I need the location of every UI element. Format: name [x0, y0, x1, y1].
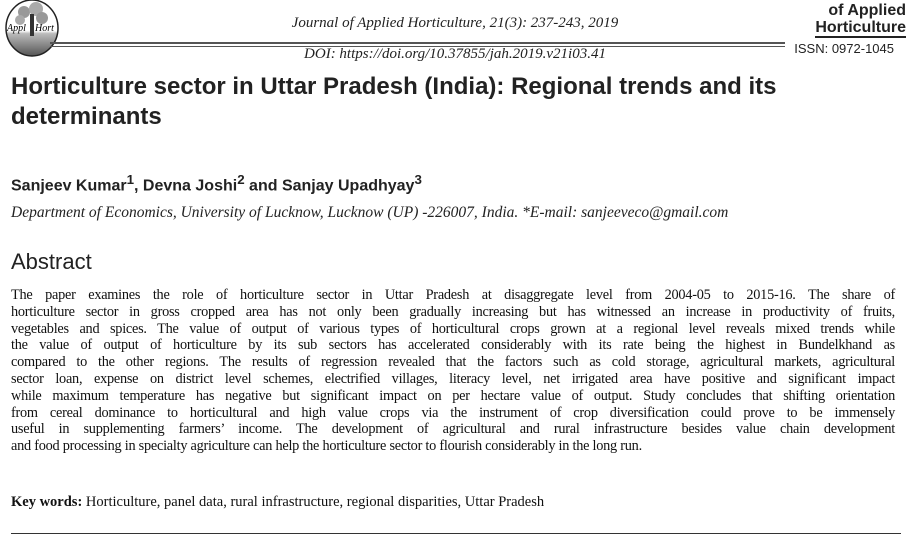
abstract-line: while maximum temperature has negative but significant impact on per hectare value of output. Study concludes that shifting orientation — [11, 387, 895, 404]
keywords-list: Horticulture, panel data, rural infrastructure, regional disparities, Uttar Pradesh — [85, 494, 545, 510]
brand-line-2: Horticulture — [815, 19, 906, 36]
abstract-line: sector loan, expense on district level schemes, electrified villages, literacy level, net irrigated area have positive and significant impact — [11, 370, 895, 387]
abstract-heading: Abstract — [11, 249, 92, 274]
journal-brand — [786, 2, 906, 38]
paper-title: Horticulture sector in Uttar Pradesh (India): Regional trends and its determinants — [11, 73, 777, 130]
abstract-line: the value of output of horticulture by its sub sectors has accelerated considerably with its rate being the highest in Bundelkhand as — [11, 337, 895, 354]
journal-reference: Journal of Applied Horticulture, 21(3): 237-243, 2019 — [291, 15, 619, 31]
abstract-line: and food processing in specialty agriculture can help the horticulture sector to flourish considerably in the long run. — [11, 438, 642, 455]
keywords — [11, 494, 544, 511]
abstract-line: from cereal dominance to horticultural and high value crops via the instrument of crop diversification could prove to be immensely — [11, 404, 895, 421]
author-separator: and — [244, 177, 282, 195]
logo-text-appl: Appl — [7, 23, 26, 34]
doi-link[interactable]: DOI: https://doi.org/10.37855/jah.2019.v21i03.41 — [304, 46, 606, 62]
author-separator: , — [134, 177, 143, 195]
logo-text-hort: Hort — [35, 23, 54, 34]
abstract-line: compared to the other regions. The results of regression revealed that the factors such as cold storage, agricultural markets, agricultural — [11, 354, 895, 371]
issn: ISSN: 0972-1045 — [794, 41, 894, 56]
author-name: Sanjeev Kumar — [11, 177, 127, 195]
affiliation: Department of Economics, University of Lucknow, Lucknow (UP) -226007, India. *E-mail: sanjeeveco@gmail.com — [11, 204, 729, 221]
abstract-line: useful in supplementing farmers’ income. The development of agricultural and rural infrastructure besides value chain development — [11, 421, 895, 438]
author-affiliation-mark: 2 — [237, 172, 245, 187]
abstract-line: The paper examines the role of horticulture sector in Uttar Pradesh at disaggregate level from 2004-05 to 2015-16. The share of — [11, 287, 895, 303]
author-affiliation-mark: 3 — [414, 172, 422, 187]
author-name: Devna Joshi — [142, 177, 238, 195]
section-divider — [11, 533, 901, 534]
journal-logo — [4, 0, 54, 58]
keywords-label: Key words: — [11, 494, 83, 510]
authors — [11, 172, 422, 195]
abstract-line: vegetables and spices. The value of output of various types of horticultural crops grown at a regional level reveals mixed trends while — [11, 320, 895, 337]
abstract-body — [11, 287, 895, 455]
abstract-line: horticulture sector in gross cropped area has not only been gradually increasing but has witnessed an increase in productivity of fruits, — [11, 303, 895, 320]
author-name: Sanjay Upadhyay — [281, 177, 415, 195]
author-affiliation-mark: 1 — [126, 172, 135, 187]
header-rule — [50, 42, 785, 44]
brand-line-1: of Applied — [828, 2, 906, 19]
